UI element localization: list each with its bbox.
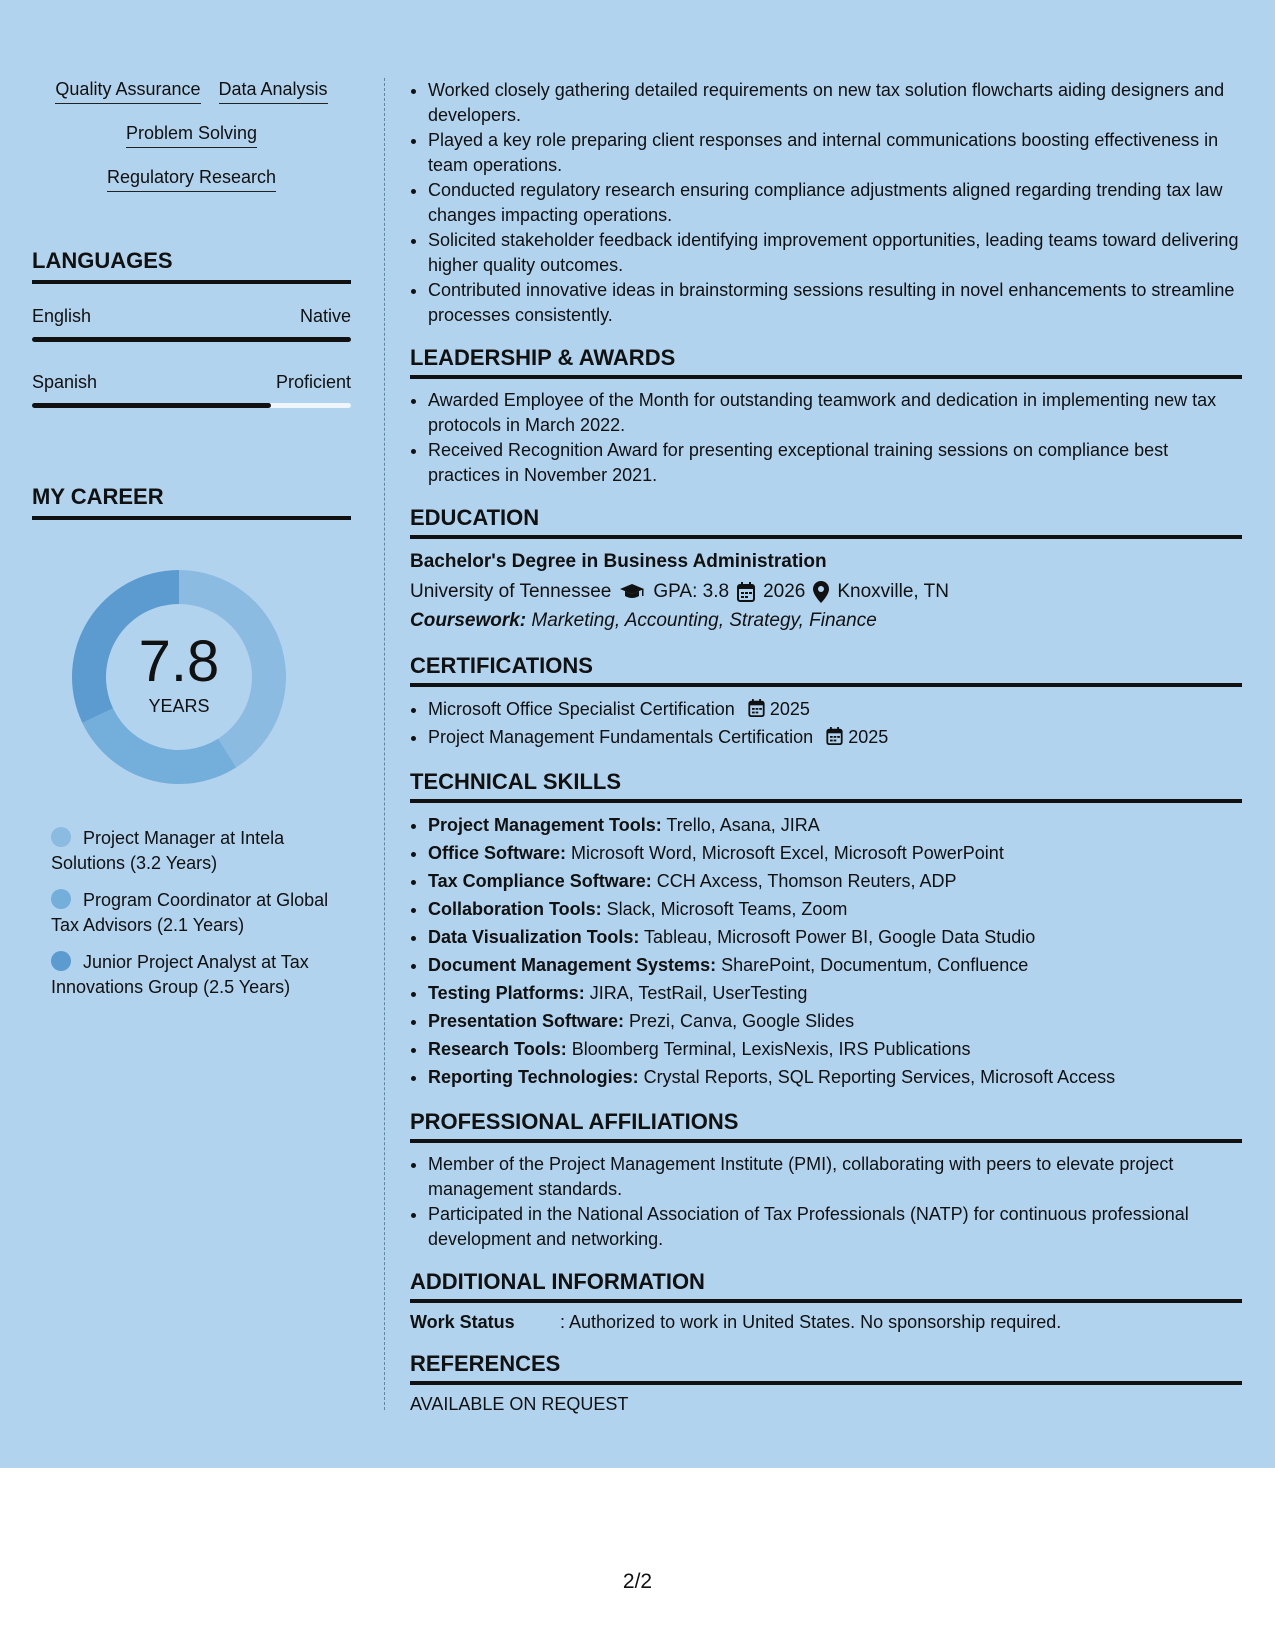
list-item xyxy=(428,840,1242,867)
gpa: GPA: 3.8 xyxy=(653,581,730,602)
skill-category: Document Management Systems: xyxy=(428,955,717,975)
language-name: Spanish xyxy=(32,372,98,392)
skill-category: Research Tools: xyxy=(428,1039,567,1059)
skill-category: Testing Platforms: xyxy=(428,983,585,1003)
references-section xyxy=(410,1351,1242,1415)
education-location: Knoxville, TN xyxy=(837,581,949,602)
list-item: • Received Recognition Award for presenting exceptional training sessions on compliance best practices in November 2021. xyxy=(428,438,1242,487)
certification-year: 2025 xyxy=(848,727,889,747)
affiliations-section xyxy=(410,1109,1242,1251)
calendar-icon xyxy=(737,582,755,602)
calendar-icon xyxy=(748,699,765,717)
section-heading: REFERENCES xyxy=(410,1351,1242,1385)
list-item xyxy=(428,1064,1242,1091)
education-details xyxy=(410,576,1242,607)
skill-values: Prezi, Canva, Google Slides xyxy=(624,1011,855,1031)
career-legend xyxy=(32,826,351,1000)
section-heading: LEADERSHIP & AWARDS xyxy=(410,345,1242,379)
skill-category: Presentation Software: xyxy=(428,1011,625,1031)
language-item xyxy=(32,372,351,408)
language-proficiency-bar xyxy=(32,403,351,408)
list-item: • Conducted regulatory research ensuring compliance adjustments aligned regarding trending tax law changes impacting operations. xyxy=(428,178,1242,227)
skill-tag: Data Analysis xyxy=(219,78,328,104)
career-heading: MY CAREER xyxy=(32,484,351,520)
career-role: Junior Project Analyst at Tax Innovations Group (2.5 Years) xyxy=(51,952,309,997)
skill-tags xyxy=(32,78,351,192)
skill-values: JIRA, TestRail, UserTesting xyxy=(584,983,808,1003)
leadership-list xyxy=(410,388,1242,487)
section-heading: CERTIFICATIONS xyxy=(410,653,1242,687)
list-item xyxy=(428,812,1242,839)
skill-values: CCH Axcess, Thomson Reuters, ADP xyxy=(651,871,957,891)
column-divider xyxy=(384,78,385,1410)
career-legend-item xyxy=(51,950,351,1000)
list-item xyxy=(428,1036,1242,1063)
skill-category: Collaboration Tools: xyxy=(428,899,602,919)
career-years-unit: YEARS xyxy=(148,696,210,716)
legend-dot xyxy=(51,889,71,909)
skill-values: Bloomberg Terminal, LexisNexis, IRS Publications xyxy=(566,1039,971,1059)
skill-values: Microsoft Word, Microsoft Excel, Microsoft PowerPoint xyxy=(566,843,1004,863)
list-item: • Member of the Project Management Institute (PMI), collaborating with peers to elevate project management standards. xyxy=(428,1152,1242,1201)
list-item xyxy=(428,952,1242,979)
skill-values: Slack, Microsoft Teams, Zoom xyxy=(601,899,848,919)
certifications-list xyxy=(410,696,1242,751)
skill-tag: Problem Solving xyxy=(126,122,257,148)
degree-title: Bachelor's Degree in Business Administration xyxy=(410,551,827,572)
school-name: University of Tennessee xyxy=(410,581,612,602)
skill-tag: Regulatory Research xyxy=(107,166,276,192)
coursework-list: Marketing, Accounting, Strategy, Finance xyxy=(526,610,877,631)
skill-tag: Quality Assurance xyxy=(55,78,200,104)
leadership-section xyxy=(410,345,1242,487)
technical-skills-list xyxy=(410,812,1242,1091)
work-status-row xyxy=(410,1312,1242,1333)
section-heading: EDUCATION xyxy=(410,505,1242,539)
list-item: • Awarded Employee of the Month for outstanding teamwork and dedication in implementing new tax protocols in March 2022. xyxy=(428,388,1242,437)
legend-dot xyxy=(51,951,71,971)
technical-skills-section xyxy=(410,769,1242,1091)
skill-category: Tax Compliance Software: xyxy=(428,871,652,891)
list-item: • Participated in the National Association of Tax Professionals (NATP) for continuous professional development and networking. xyxy=(428,1202,1242,1251)
skill-values: Trello, Asana, JIRA xyxy=(661,815,820,835)
certification-name: Project Management Fundamentals Certification xyxy=(428,727,814,747)
work-status-value: : Authorized to work in United States. No sponsorship required. xyxy=(560,1312,1062,1332)
career-donut-chart xyxy=(64,562,294,792)
career-role: Program Coordinator at Global Tax Advisors (2.1 Years) xyxy=(51,890,329,935)
additional-info-section xyxy=(410,1269,1242,1333)
list-item: • Worked closely gathering detailed requirements on new tax solution flowcharts aiding designers and developers. xyxy=(428,78,1242,127)
education-section xyxy=(410,505,1242,635)
career-legend-item xyxy=(51,826,351,876)
list-item xyxy=(428,868,1242,895)
skill-values: SharePoint, Documentum, Confluence xyxy=(716,955,1029,975)
list-item: • Played a key role preparing client responses and internal communications boosting effectiveness in team operations. xyxy=(428,128,1242,177)
section-heading: PROFESSIONAL AFFILIATIONS xyxy=(410,1109,1242,1143)
list-item xyxy=(428,896,1242,923)
right-column xyxy=(410,78,1242,1415)
references-text: AVAILABLE ON REQUEST xyxy=(410,1394,629,1414)
coursework xyxy=(410,607,1242,635)
left-column xyxy=(32,78,351,1012)
list-item: • Contributed innovative ideas in brainstorming sessions resulting in novel enhancements to streamline processes consistently. xyxy=(428,278,1242,327)
location-pin-icon xyxy=(813,581,829,603)
graduation-cap-icon xyxy=(619,583,645,601)
language-level: Native xyxy=(299,306,351,326)
experience-bullets xyxy=(410,78,1242,327)
skill-category: Office Software: xyxy=(428,843,567,863)
skill-category: Project Management Tools: xyxy=(428,815,662,835)
skill-values: Crystal Reports, SQL Reporting Services, Microsoft Access xyxy=(638,1067,1116,1087)
language-level: Proficient xyxy=(275,372,351,392)
legend-dot xyxy=(51,827,71,847)
language-name: English xyxy=(32,306,92,326)
skill-category: Data Visualization Tools: xyxy=(428,927,640,947)
list-item xyxy=(428,924,1242,951)
language-item xyxy=(32,306,351,342)
language-proficiency-fill xyxy=(32,337,351,342)
list-item xyxy=(428,1008,1242,1035)
skill-category: Reporting Technologies: xyxy=(428,1067,639,1087)
languages-heading: LANGUAGES xyxy=(32,248,351,284)
list-item: • Solicited stakeholder feedback identifying improvement opportunities, leading teams toward delivering higher quality outcomes. xyxy=(428,228,1242,277)
list-item xyxy=(428,980,1242,1007)
work-status-label: Work Status xyxy=(410,1312,515,1332)
certification-name: Microsoft Office Specialist Certification xyxy=(428,699,735,719)
section-heading: TECHNICAL SKILLS xyxy=(410,769,1242,803)
language-proficiency-bar xyxy=(32,337,351,342)
section-heading: ADDITIONAL INFORMATION xyxy=(410,1269,1242,1303)
donut-slice-2 xyxy=(82,708,236,784)
career-legend-item xyxy=(51,888,351,938)
certification-year: 2025 xyxy=(769,699,810,719)
affiliations-list xyxy=(410,1152,1242,1251)
list-item xyxy=(428,696,1242,723)
coursework-label: Coursework: xyxy=(410,610,527,631)
certifications-section xyxy=(410,653,1242,751)
career-total-years: 7.8 xyxy=(138,629,220,694)
list-item xyxy=(428,724,1242,751)
page-number: 2/2 xyxy=(622,1570,653,1593)
graduation-year: 2026 xyxy=(763,581,806,602)
calendar-icon xyxy=(826,727,843,745)
skill-values: Tableau, Microsoft Power BI, Google Data Studio xyxy=(639,927,1036,947)
career-role: Project Manager at Intela Solutions (3.2 Years) xyxy=(51,828,285,873)
language-proficiency-fill xyxy=(32,403,271,408)
